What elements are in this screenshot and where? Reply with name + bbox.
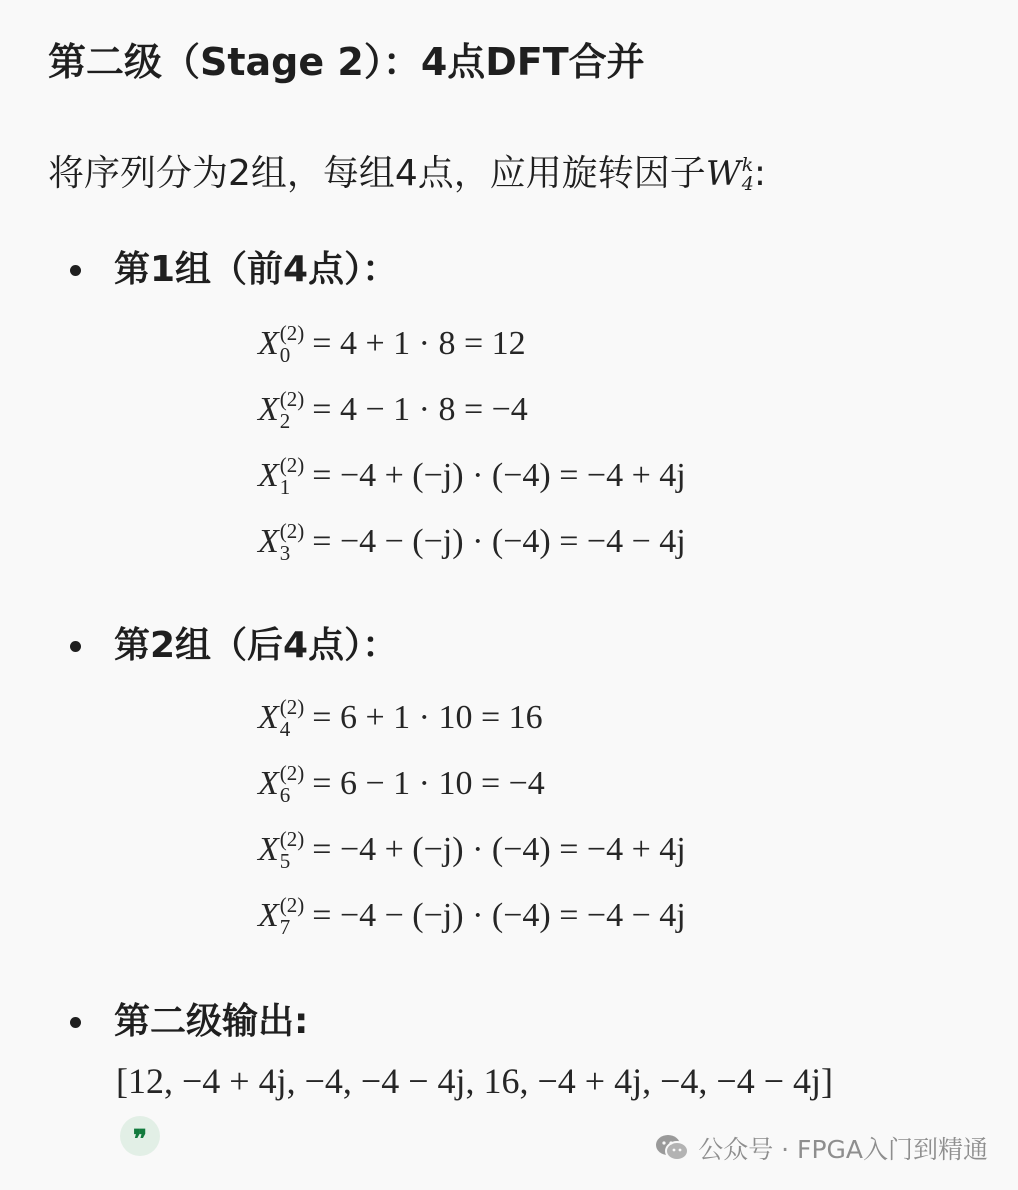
equation-indices <box>280 697 305 740</box>
wechat-icon <box>654 1133 690 1163</box>
equation-indices <box>280 455 305 498</box>
equation-symbol: X <box>258 523 279 560</box>
equation-symbol: X <box>258 391 279 428</box>
equation-subscript: 3 <box>279 541 291 565</box>
equation-indices <box>280 829 305 872</box>
equation-row <box>258 518 686 566</box>
equation-subscript: 7 <box>279 915 291 939</box>
equation-subscript: 1 <box>279 475 291 499</box>
equation-indices <box>280 521 305 564</box>
equation-row <box>258 452 686 500</box>
twiddle-factor-sub: 4 <box>741 173 754 195</box>
equation-subscript: 5 <box>279 849 291 873</box>
equation-subscript: 6 <box>279 783 291 807</box>
twiddle-factor-indices <box>742 156 754 194</box>
equation-superscript: (2) <box>279 893 305 917</box>
equation-subscript: 0 <box>279 343 291 367</box>
equation-rhs: = −4 − (−j) · (−4) = −4 − 4j <box>312 897 686 934</box>
watermark <box>654 1130 988 1166</box>
equation-symbol: X <box>258 699 279 736</box>
equation-indices <box>280 763 305 806</box>
equation-superscript: (2) <box>279 387 305 411</box>
bullet-output <box>70 996 308 1048</box>
equation-subscript: 4 <box>279 717 291 741</box>
equation-superscript: (2) <box>279 761 305 785</box>
group-1-label: 第1组（前4点）： <box>114 249 399 290</box>
equation-rhs: = −4 + (−j) · (−4) = −4 + 4j <box>312 457 686 494</box>
equation-indices <box>280 389 305 432</box>
equation-subscript: 2 <box>279 409 291 433</box>
equation-superscript: (2) <box>279 695 305 719</box>
equation-symbol: X <box>258 765 279 802</box>
output-vector: [12, −4 + 4j, −4, −4 − 4j, 16, −4 + 4j, −4, −4 − 4j] <box>116 1061 834 1101</box>
twiddle-factor-sup: k <box>741 154 754 176</box>
twiddle-factor-base: W <box>705 154 741 194</box>
equation-row <box>258 760 545 808</box>
equation-row <box>258 386 528 434</box>
equation-superscript: (2) <box>279 321 305 345</box>
equation-rhs: = 6 − 1 · 10 = −4 <box>312 765 545 802</box>
equation-row <box>258 826 686 874</box>
equation-rhs: = 6 + 1 · 10 = 16 <box>312 699 543 736</box>
equation-row <box>258 320 526 368</box>
bullet-group-1 <box>70 244 398 296</box>
equation-symbol: X <box>258 897 279 934</box>
equation-superscript: (2) <box>279 453 305 477</box>
output-label: 第二级输出: <box>114 1001 309 1042</box>
equation-rhs: = −4 − (−j) · (−4) = −4 − 4j <box>312 523 686 560</box>
equation-superscript: (2) <box>279 827 305 851</box>
equation-symbol: X <box>258 457 279 494</box>
bullet-group-2 <box>70 620 398 672</box>
equation-symbol: X <box>258 831 279 868</box>
equation-row <box>258 892 686 940</box>
section-heading: 第二级（Stage 2）：4点DFT合并 <box>48 40 645 84</box>
equation-rhs: = 4 − 1 · 8 = −4 <box>312 391 528 428</box>
intro-paragraph <box>48 142 766 206</box>
equation-rhs: = 4 + 1 · 8 = 12 <box>312 325 526 362</box>
equation-rhs: = −4 + (−j) · (−4) = −4 + 4j <box>312 831 686 868</box>
watermark-text: 公众号 · FPGA入门到精通 <box>698 1135 988 1164</box>
intro-text: 将序列分为2组，每组4点，应用旋转因子 <box>48 153 706 194</box>
equation-row <box>258 694 543 742</box>
quote-icon[interactable]: ❞ <box>120 1116 160 1156</box>
equation-indices <box>280 323 305 366</box>
group-2-label: 第2组（后4点）： <box>114 625 399 666</box>
equation-symbol: X <box>258 325 279 362</box>
intro-colon: : <box>753 153 766 194</box>
equation-superscript: (2) <box>279 519 305 543</box>
equation-indices <box>280 895 305 938</box>
